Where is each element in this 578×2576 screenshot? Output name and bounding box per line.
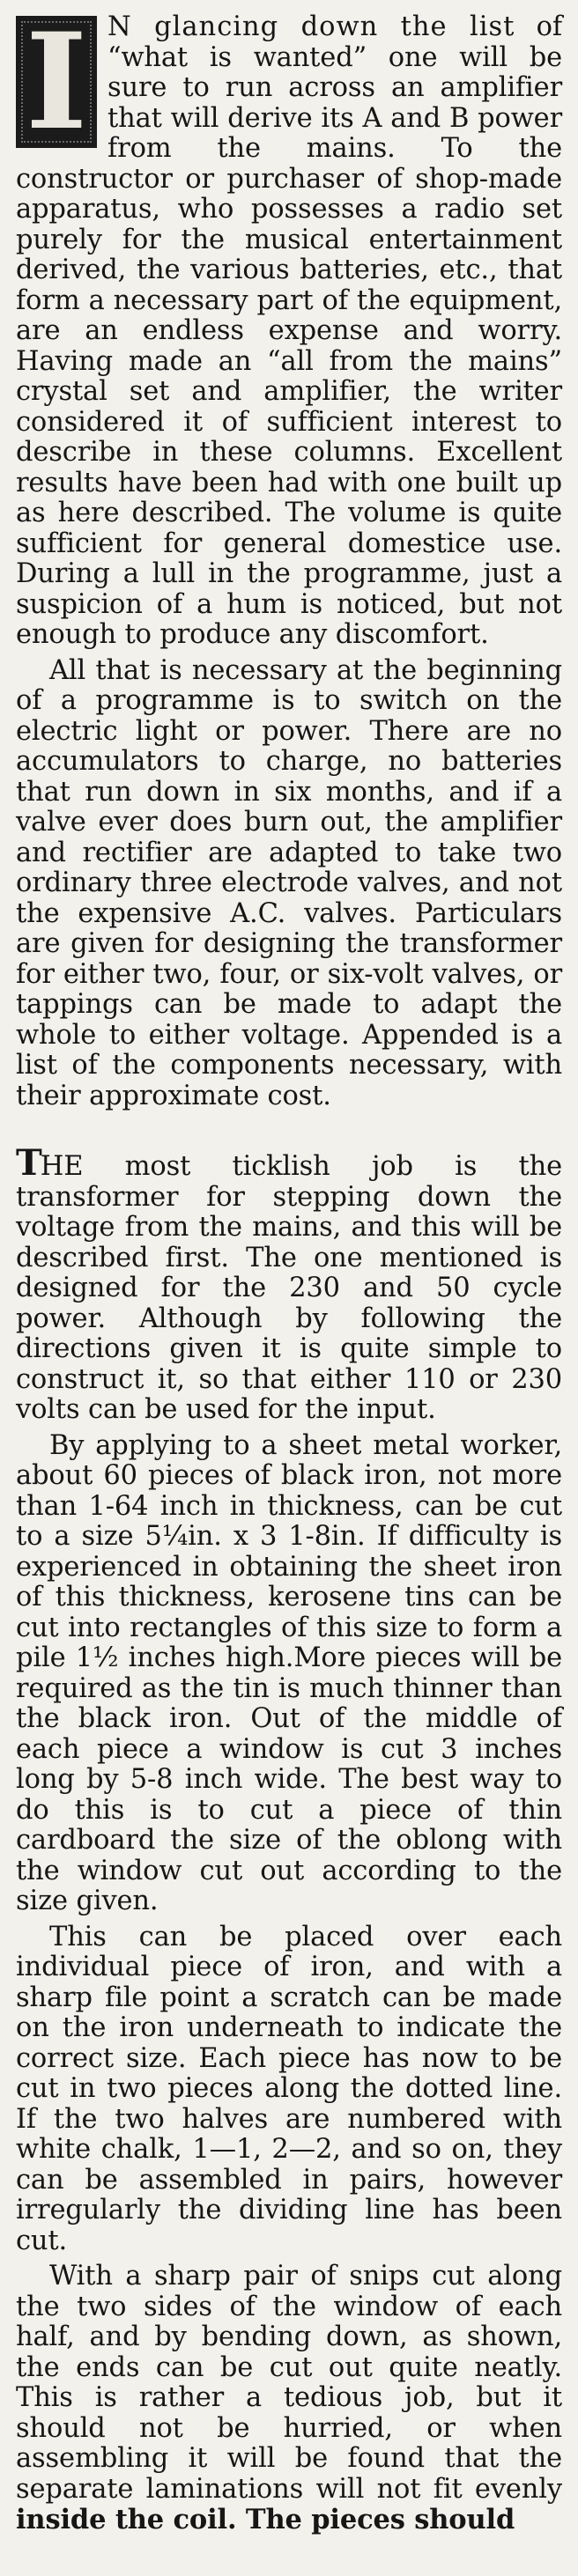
paragraph-cutting: This can be placed over each individual piece of iron, and with a sharp file point a scratch can be made on the iron underneath to indicate the correct size. Each piece has now to be cut in two pieces along the dotted line. If the two halves are numbered with white chalk, 1—1, 2—2, and so on, they can be assembled in pairs, however irregularly the dividing line has been cut. bbox=[16, 1921, 562, 2256]
drop-cap-letter: I bbox=[25, 16, 88, 148]
snips-body: With a sharp pair of snips cut along the two sides of the window of each half, and by bending down, as shown, the ends can be cut out quite neatly. This is rather a tedious job, but it should not be hurried, or when assembling it will be found that the separate laminations will not fit evenly bbox=[16, 2261, 562, 2505]
paragraph-snips bbox=[16, 2262, 562, 2536]
paragraph-transformer bbox=[16, 1142, 563, 1426]
snips-tail: inside the coil. The pieces should bbox=[16, 2504, 515, 2535]
paragraph-programme: All that is necessary at the beginning of a programme is to switch on the electric light or power. There are no accumulators to charge, no batteries that run down in six months, and if a valve ever does burn out, the amplifier and rectifier are adapted to take two ordinary three electrode valves, and not the expensive A.C. valves. Particulars are given for designing the transformer for either two, four, or six-volt valves, or tappings can be made to adapt the whole to either voltage. Appended is a list of the components necessary, with their approximate cost. bbox=[16, 654, 562, 1111]
drop-cap bbox=[16, 16, 97, 148]
intro-body-text: of “what is wanted” one will be sure to run across an amplifier that will derive its A and B power from the mains. To the constructor or purchaser of shop-made apparatus, who possesses a radio set purely for the musical entertainment derived, the various batteries, etc., that form a necessary part of the equipment, are an endless expense and worry. Having made an “all from the mains” crystal set and amplifier, the writer considered it of sufficient interest to describe in these columns. Excellent results have been had with one built up as here described. The volume is quite sufficient for general domestice use. During a lull in the programme, just a suspicion of a hum is noticed, but not enough to produce any discomfort. bbox=[16, 11, 562, 650]
paragraph-intro bbox=[16, 12, 562, 651]
section-lead: HE bbox=[40, 1151, 84, 1182]
intro-lead-text: N glancing down the list bbox=[107, 11, 515, 42]
section-initial: T bbox=[16, 1142, 41, 1184]
paragraph-iron-pieces: By applying to a sheet metal worker, about 60 pieces of black iron, not more than 1-64 inch in thickness, can be cut to a size 5¼in. x 3 1-8in. If difficulty is experienced in obtaining the sheet iron of this thickness, kerosene tins can be cut into rectangles of this size to form a pile 1½ inches high.More pieces will be required as the tin is much thinner than the black iron. Out of the middle of each piece a window is cut 3 inches long by 5-8 inch wide. The best way to do this is to cut a piece of thin cardboard the size of the oblong with the window cut out according to the size given. bbox=[16, 1429, 562, 1916]
section-body: most ticklish job is the transformer for stepping down the voltage from the mains, and this will be described first. The one mentioned is designed for the 230 and 50 cycle power. Although by following the directions given it is quite simple to construct it, so that either 110 or 230 volts can be used for the input. bbox=[16, 1151, 563, 1425]
